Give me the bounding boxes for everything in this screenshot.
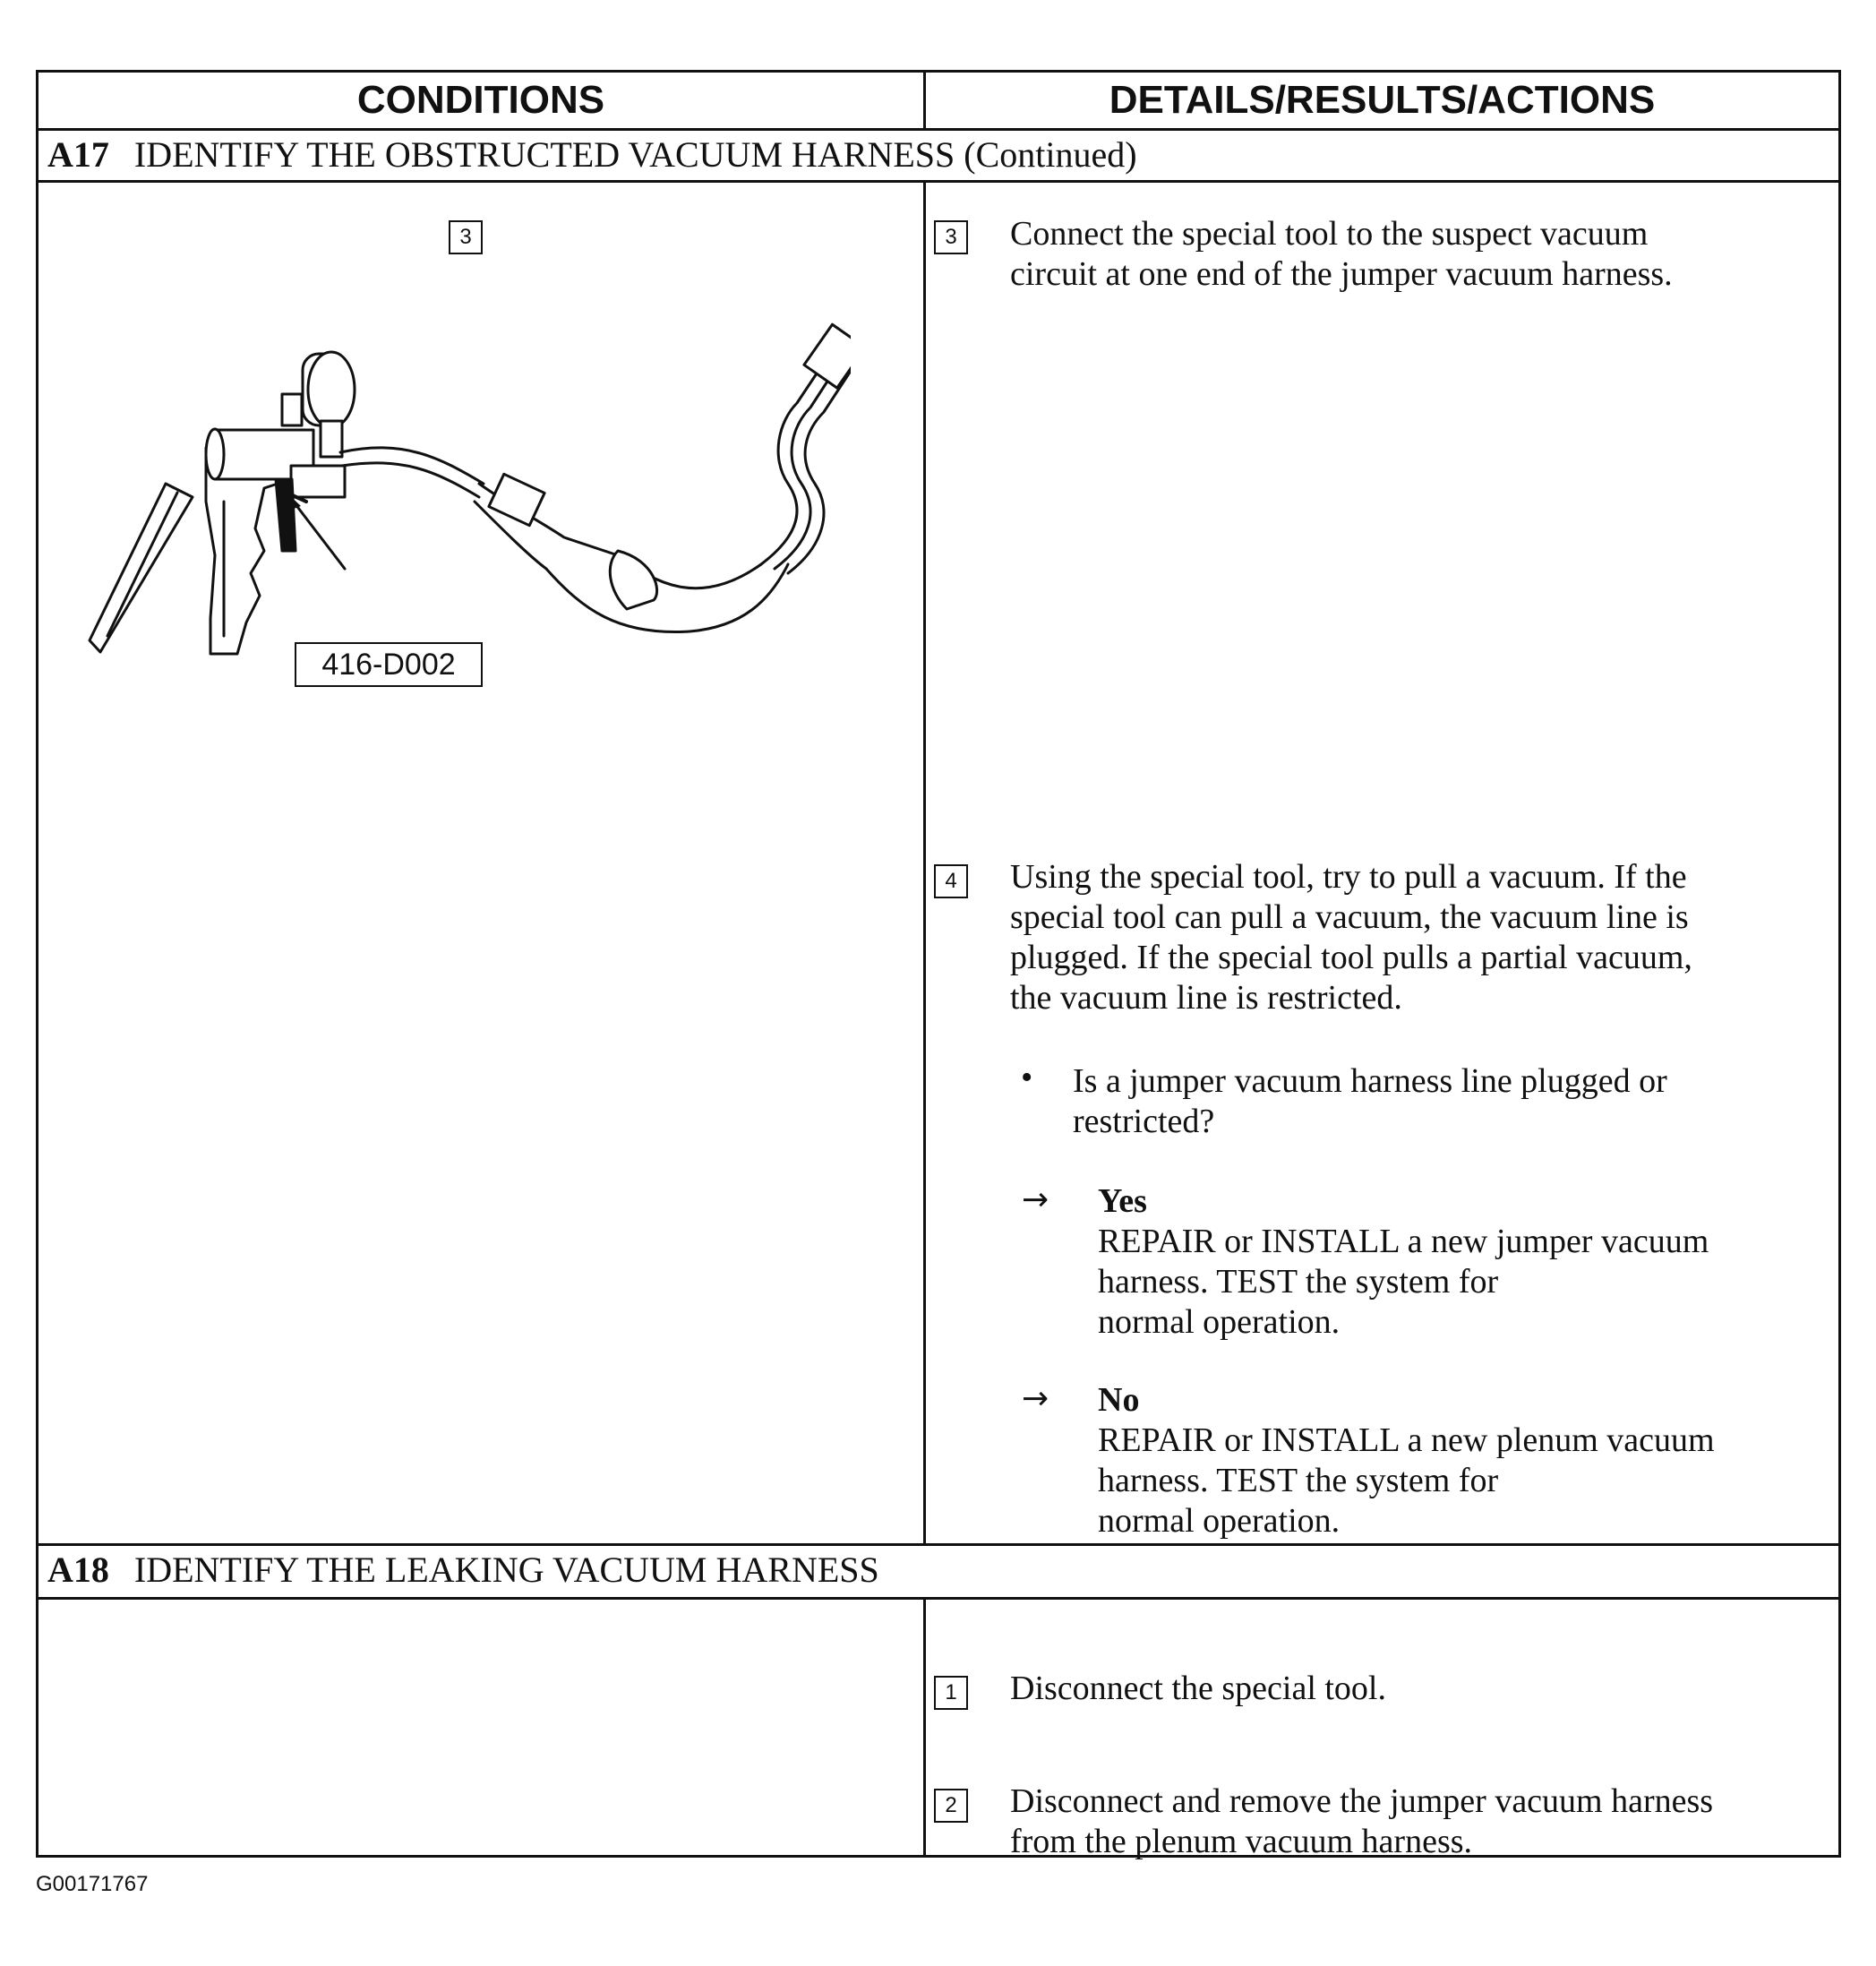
arrow-right-icon: → — [1022, 1380, 1049, 1417]
section-number: A17 — [47, 134, 109, 175]
column-header-conditions: CONDITIONS — [356, 78, 605, 122]
tool-label: 416-D002 — [295, 642, 483, 687]
step-number-box: 3 — [934, 220, 968, 254]
answer-yes-label: Yes — [1098, 1182, 1147, 1220]
section-title: IDENTIFY THE OBSTRUCTED VACUUM HARNESS (Continued) — [133, 134, 1137, 175]
a17-column-divider — [923, 180, 926, 1543]
vacuum-pump-illustration — [81, 322, 851, 681]
header-column-divider — [923, 73, 926, 128]
step-4-question: Is a jumper vacuum harness line plugged or restricted? — [1073, 1062, 1667, 1140]
answer-no-text: REPAIR or INSTALL a new plenum vacuum harness. TEST the system for normal operation. — [1098, 1421, 1715, 1540]
step-3-text: Connect the special tool to the suspect vacuum circuit at one end of the jumper vacuum harness. — [1010, 215, 1673, 293]
section-title: IDENTIFY THE LEAKING VACUUM HARNESS — [133, 1550, 879, 1590]
section-a18-divider — [39, 1597, 1838, 1600]
step-number-box: 2 — [934, 1789, 968, 1823]
step-number-box: 1 — [934, 1676, 968, 1710]
arrow-right-icon: → — [1022, 1181, 1049, 1218]
section-number: A18 — [47, 1550, 109, 1590]
a18-step-1-text: Disconnect the special tool. — [1010, 1670, 1386, 1707]
a18-column-divider — [923, 1597, 926, 1857]
illustration-step-label: 3 — [449, 220, 483, 254]
document-code: G00171767 — [36, 1872, 149, 1896]
column-header-details: DETAILS/RESULTS/ACTIONS — [1109, 78, 1656, 122]
section-a18-title — [47, 1544, 879, 1596]
answer-no-label: No — [1098, 1381, 1140, 1419]
bullet-icon: • — [1021, 1059, 1033, 1096]
step-4-text: Using the special tool, try to pull a vacuum. If the special tool can pull a vacuum, the vacuum line is plugged. If the special tool pulls a partial vacuum, the vacuum line is restricted. — [1010, 858, 1692, 1017]
answer-yes-text: REPAIR or INSTALL a new jumper vacuum harness. TEST the system for normal operation. — [1098, 1223, 1709, 1341]
section-a17-title — [47, 129, 1137, 181]
a18-step-2-text: Disconnect and remove the jumper vacuum harness from the plenum vacuum harness. — [1010, 1782, 1714, 1860]
step-number-box: 4 — [934, 864, 968, 898]
